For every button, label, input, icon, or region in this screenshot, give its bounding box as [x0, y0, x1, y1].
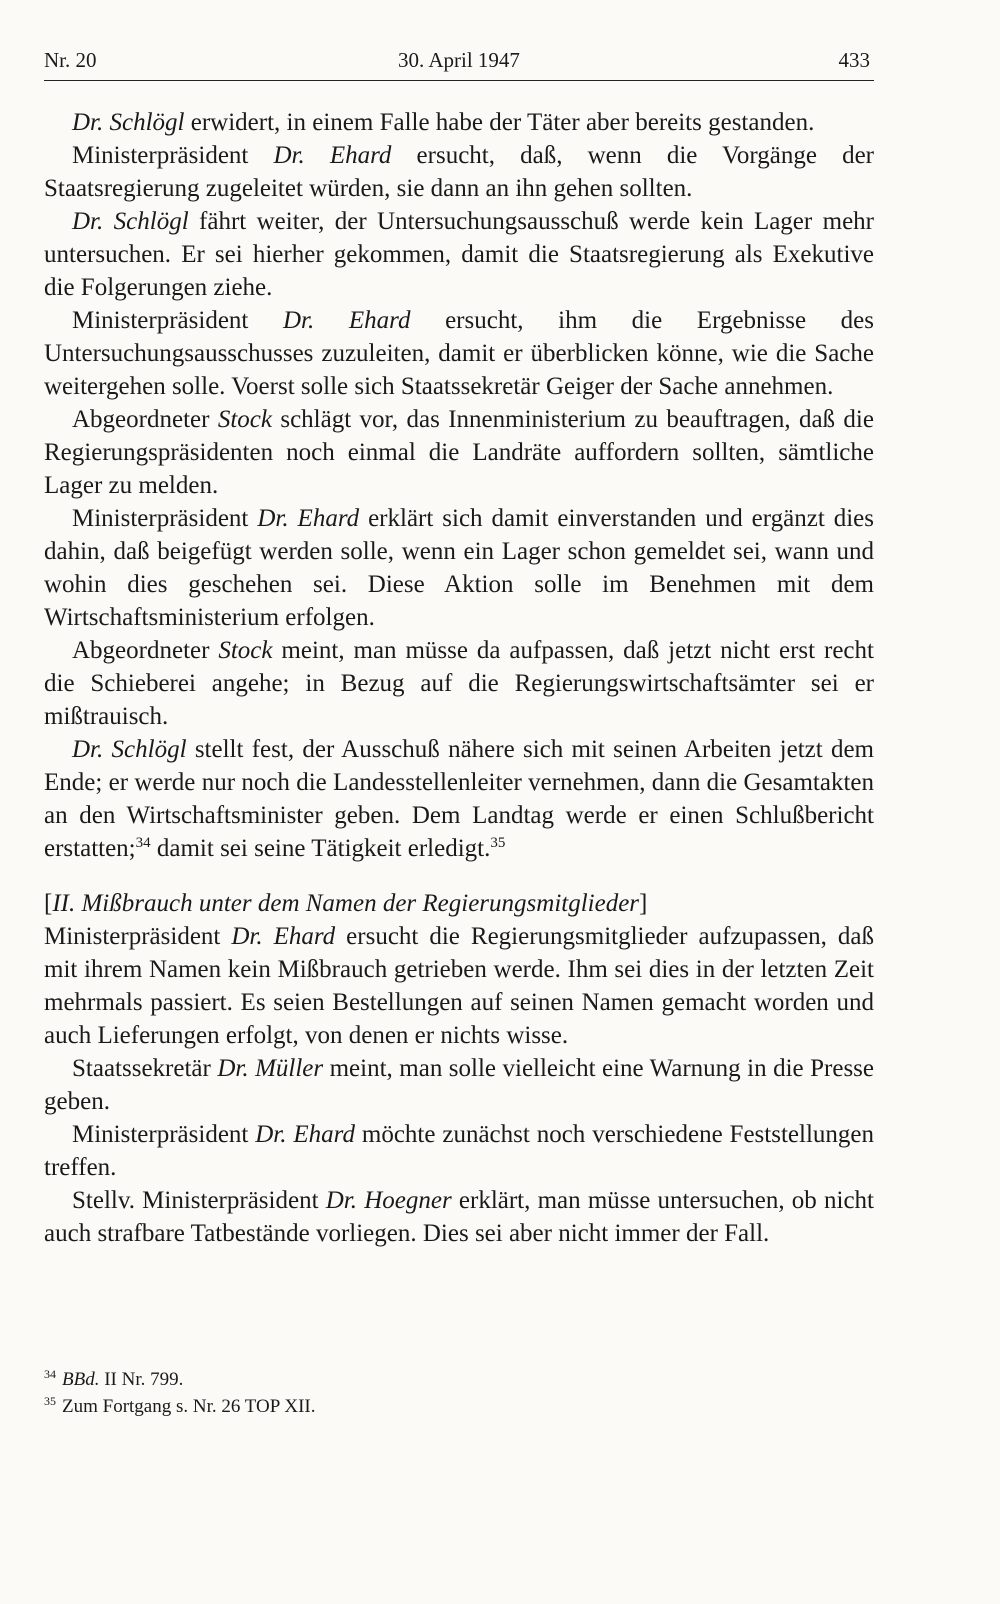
speaker-title: Ministerpräsident — [44, 923, 232, 950]
speaker-title: Abgeordneter — [72, 406, 218, 433]
paragraph-1 — [44, 106, 874, 139]
paragraph-11 — [44, 1118, 874, 1184]
paragraph-text: möchte zunächst noch verschiedene Feststellungen treffen. — [44, 1121, 874, 1181]
paragraph-text: stellt fest, der Ausschuß nähere sich mit seinen Arbeiten jetzt dem Ende; er werde nur noch die Landesstellenleiter vernehmen, dann die Gesamtakten an den Wirtschaftsminister geben. Dem Landtag werde er einen Schlußbericht erstatten; — [44, 736, 875, 862]
footnote-text: II Nr. 799. — [99, 1369, 184, 1390]
footnote-ref-34: 34 — [135, 835, 151, 851]
paragraph-6 — [44, 502, 874, 634]
paragraph-text: damit sei seine Tätigkeit erledigt. — [150, 835, 491, 862]
paragraph-9 — [44, 920, 874, 1052]
paragraph-text: ersucht, daß, wenn die Vorgänge der Staatsregierung zugeleitet würden, sie dann an ihn gehen sollten. — [44, 142, 874, 202]
paragraph-text: meint, man solle vielleicht eine Warnung in die Presse geben. — [44, 1055, 875, 1115]
speaker-title: Abgeordneter — [72, 637, 219, 664]
speaker-title: Ministerpräsident — [72, 505, 258, 532]
paragraph-7 — [44, 634, 874, 733]
speaker-name: Dr. Schlögl — [72, 736, 187, 763]
paragraph-text: schlägt vor, das Innenministerium zu beauftragen, daß die Regierungspräsidenten noch einmal die Landräte auffordern sollten, sämtliche Lager zu melden. — [44, 406, 874, 499]
paragraph-3 — [44, 205, 874, 304]
paragraph-text: erklärt, man müsse untersuchen, ob nicht auch strafbare Tatbestände vorliegen. Dies sei aber nicht immer der Fall. — [44, 1187, 874, 1247]
paragraph-10 — [44, 1052, 874, 1118]
speaker-title: Staatssekretär — [72, 1055, 218, 1082]
footnote-35 — [44, 1393, 874, 1420]
footnotes — [44, 1366, 874, 1420]
paragraph-12 — [44, 1184, 874, 1250]
speaker-title: Ministerpräsident — [72, 142, 274, 169]
paragraph-text: erklärt sich damit einverstanden und ergänzt dies dahin, daß beigefügt werden solle, wenn ein Lager schon gemeldet sei, wann und wohin dies geschehen sei. Diese Aktion solle im Benehmen mit dem Wirtschaftsministerium erfolgen. — [44, 505, 874, 631]
speaker-name: Dr. Ehard — [231, 923, 336, 950]
speaker-name: Stock — [218, 637, 273, 664]
footnote-number: 34 — [44, 1367, 56, 1381]
speaker-title: Ministerpräsident — [72, 1121, 256, 1148]
footnote-text: Zum Fortgang s. Nr. 26 TOP XII. — [62, 1396, 316, 1417]
paragraph-text: ersucht die Regierungsmitglieder aufzupassen, daß mit ihrem Namen kein Mißbrauch getrieben werde. Ihm sei dies in der letzten Zeit mehrmals passiert. Es seien Bestellungen auf seinen Namen gemacht worden und auch Lieferungen erfolgt, von denen er nichts wisse. — [44, 923, 874, 1049]
section-title: II. Mißbrauch unter dem Namen der Regierungsmitglieder — [52, 890, 640, 917]
paragraph-2 — [44, 139, 874, 205]
paragraph-5 — [44, 403, 874, 502]
speaker-name: Dr. Ehard — [255, 1121, 355, 1148]
paragraph-8 — [44, 733, 874, 865]
bracket-open: [ — [44, 890, 53, 917]
footnote-34 — [44, 1366, 874, 1393]
speaker-name: Dr. Ehard — [273, 142, 392, 169]
speaker-name: Dr. Schlögl — [72, 109, 185, 136]
paragraph-text: meint, man müsse da aufpassen, daß jetzt nicht erst recht die Schieberei angehe; in Bezug auf die Regierungswirtschaftsämter sei er mißtrauisch. — [44, 637, 874, 730]
issue-number: Nr. 20 — [44, 48, 97, 72]
speaker-name: Dr. Ehard — [257, 505, 360, 532]
session-date: 30. April 1947 — [398, 48, 520, 72]
footnote-abbrev: BBd. — [62, 1369, 100, 1390]
paragraph-4 — [44, 304, 874, 403]
speaker-title: Ministerpräsident — [72, 307, 283, 334]
main-text — [44, 106, 874, 1250]
bracket-close: ] — [639, 890, 648, 917]
paragraph-text: ersucht, ihm die Ergebnisse des Untersuchungsausschusses zuzuleiten, damit er überblicken könne, wie die Sache weitergehen solle. Voerst solle sich Staatssekretär Geiger der Sache annehmen. — [44, 307, 874, 400]
running-header — [44, 44, 874, 81]
speaker-title: Stellv. Ministerpräsident — [72, 1187, 326, 1214]
footnote-ref-35: 35 — [490, 835, 506, 851]
section-heading — [44, 887, 874, 920]
paragraph-text: erwidert, in einem Falle habe der Täter aber bereits gestanden. — [184, 109, 815, 136]
footnote-number: 35 — [44, 1394, 56, 1408]
speaker-name: Dr. Schlögl — [72, 208, 189, 235]
speaker-name: Stock — [217, 406, 272, 433]
page-number: 433 — [838, 48, 870, 72]
paragraph-text: fährt weiter, der Untersuchungsausschuß werde kein Lager mehr untersuchen. Er sei hierher gekommen, damit die Staatsregierung als Exekutive die Folgerungen ziehe. — [44, 208, 874, 301]
speaker-name: Dr. Ehard — [282, 307, 411, 334]
speaker-name: Dr. Hoegner — [325, 1187, 452, 1214]
speaker-name: Dr. Müller — [217, 1055, 324, 1082]
